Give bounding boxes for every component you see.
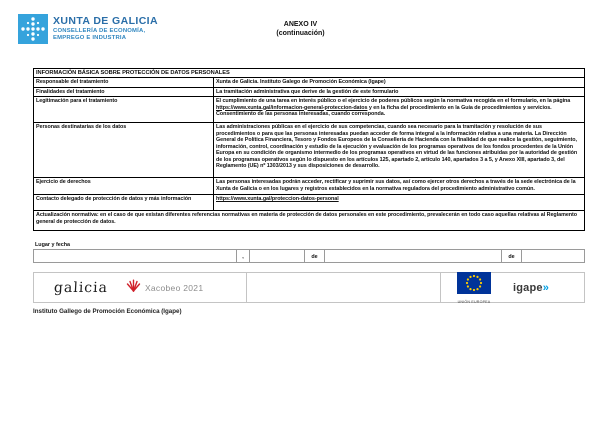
row-label: Contacto delegado de protección de datos y más información bbox=[34, 195, 214, 210]
annex-heading bbox=[228, 21, 373, 38]
proteccion-datos-link[interactable]: https://www.xunta.gal/informacion-general-proteccion-datos bbox=[216, 104, 368, 111]
table-row bbox=[34, 123, 584, 178]
row-label: Responsable del tratamiento bbox=[34, 78, 214, 87]
igape-label: igape bbox=[513, 281, 543, 294]
org-title: XUNTA DE GALICIA bbox=[53, 15, 158, 27]
value-text: El cumplimiento de una tarea en interés público o el ejercicio de poderes públicos según la normativa recogida en el formulario, en la página bbox=[216, 98, 571, 104]
row-label: Legitimación para el tratamiento bbox=[34, 97, 214, 122]
place-and-date-section bbox=[33, 241, 585, 263]
eu-flag-icon bbox=[457, 272, 491, 299]
footer-middle-spacer bbox=[247, 273, 441, 302]
table-row bbox=[34, 195, 584, 211]
row-label: Ejercicio de derechos bbox=[34, 178, 214, 194]
igape-logo bbox=[513, 282, 549, 294]
annex-subtitle: (continuación) bbox=[276, 29, 325, 37]
row-value bbox=[214, 195, 584, 210]
comma-separator: , bbox=[237, 250, 250, 262]
footnote-text: Actualización normativa: en el caso de que existan diferentes referencias normativas en materia de protección de datos personales en este procedimiento, prevalecerán en todo caso aquellas relativas al Reglamento general de protección de datos. bbox=[36, 212, 577, 225]
table-row bbox=[34, 178, 584, 195]
row-label: Finalidades del tratamiento bbox=[34, 88, 214, 97]
row-value: Las personas interesadas podrán acceder, rectificar y suprimir sus datos, así como ejercer otros derechos a través de la sede electrónica de la Xunta de Galicia o en los lugares y registros establecidos en la normativa reguladora del procedimiento administrativo común. bbox=[216, 179, 576, 192]
data-protection-table bbox=[33, 68, 585, 231]
place-date-label: Lugar y fecha bbox=[33, 241, 585, 250]
table-row bbox=[34, 88, 584, 98]
org-dept-line2: EMPREGO E INDUSTRIA bbox=[53, 35, 127, 41]
de-separator-1: de bbox=[305, 250, 325, 262]
day-field[interactable] bbox=[250, 250, 305, 262]
proteccion-datos-personal-link[interactable]: https://www.xunta.gal/proteccion-datos-personal bbox=[216, 196, 339, 202]
row-value: La tramitación administrativa que derive de la gestión de este formulario bbox=[216, 88, 399, 95]
org-department bbox=[53, 28, 145, 42]
row-value bbox=[214, 97, 584, 122]
footer-left-logos bbox=[34, 273, 247, 302]
table-footnote-row bbox=[34, 211, 584, 230]
galicia-logo: galicia bbox=[53, 279, 109, 296]
value-text: y en la ficha del procedimiento en la Guía de procedimientos y servicios. Consentimiento de las personas interesadas, cuando corresponda. bbox=[216, 104, 552, 117]
igape-chevrons: » bbox=[542, 281, 550, 294]
footer-logo-strip bbox=[33, 272, 585, 303]
eu-flag-block bbox=[457, 272, 491, 304]
xunta-de-galicia-logo-icon bbox=[18, 14, 48, 44]
xacobeo-logo bbox=[126, 279, 203, 297]
scallop-shell-icon bbox=[126, 279, 141, 297]
row-value: Las administraciones públicas en el ejercicio de sus competencias, cuando sea necesario para la tramitación y resolución de sus procedimientos o para que las personas interesadas puedan acceder de forma integral a la información relativa a una materia. La Dirección General de Política Financiera, Tesoro y Fondos Europeos de la Consellería de Hacienda con la finalidad de que realice la gestión, seguimiento, información, control, coordinación y estudio de la ejecución y evaluación de los programas operativos de los fondos procedentes de la Unión Europa en su condición de organismo intermedio de los programas operativos en virtud de las funciones atribuidas por la autoridad de gestión de los programas operativos según lo dispuesto en los artículos 125, apartado 2, artículo 140, apartados 3 a 5, y Anexo XIII, apartado 3, del Reglamento (UE) nº 1303/2013 y sus disposiciones de desarrollo. bbox=[216, 124, 578, 169]
annex-title: ANEXO IV bbox=[283, 21, 318, 28]
year-field[interactable] bbox=[522, 250, 584, 262]
place-field[interactable] bbox=[34, 250, 237, 262]
table-row bbox=[34, 78, 584, 88]
eu-flag-caption: UNIÓN EUROPEA bbox=[457, 299, 491, 304]
bottom-org-line: Instituto Gallego de Promoción Económica (Igape) bbox=[33, 308, 182, 315]
org-dept-line1: CONSELLERÍA DE ECONOMÍA, bbox=[53, 28, 146, 34]
xacobeo-label: Xacobeo 2021 bbox=[144, 282, 204, 293]
table-row bbox=[34, 97, 584, 123]
de-separator-2: de bbox=[502, 250, 522, 262]
month-field[interactable] bbox=[325, 250, 502, 262]
row-label: Personas destinatarias de los datos bbox=[34, 123, 214, 177]
table-title: INFORMACIÓN BÁSICA SOBRE PROTECCIÓN DE DATOS PERSONALES bbox=[34, 69, 584, 78]
footer-right-logos bbox=[441, 273, 584, 302]
row-value: Xunta de Galicia. Instituto Galego de Promoción Económica (Igape) bbox=[216, 79, 386, 85]
place-date-fields bbox=[33, 250, 585, 263]
